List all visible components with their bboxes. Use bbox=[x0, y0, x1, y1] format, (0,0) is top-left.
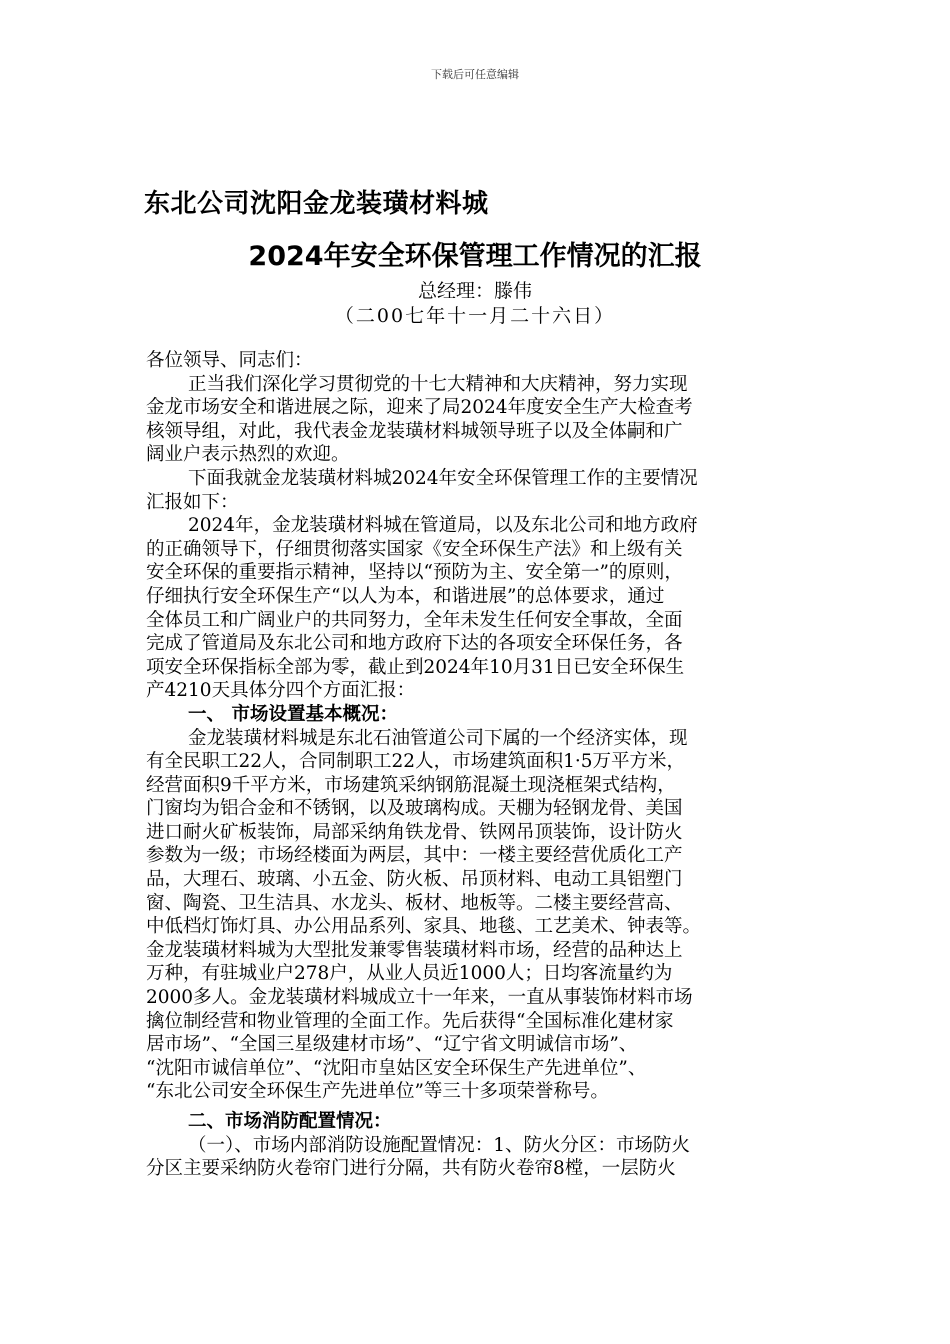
paragraph-line: 窗、陶瓷、卫生洁具、水龙头、板材、地板等。二楼主要经营高、 bbox=[146, 892, 683, 914]
paragraph-line: 2000多人。金龙装璜材料城成立十一年来，一直从事装饰材料市场 bbox=[146, 987, 693, 1009]
paragraph-line: 中低档灯饰灯具、办公用品系列、家具、地毯、工艺美术、钟表等。 bbox=[146, 916, 702, 938]
paragraph-line: “东北公司安全环保生产先进单位”等三十多项荣誉称号。 bbox=[146, 1081, 609, 1103]
paragraph-line: 核领导组，对此，我代表金龙装璜材料城领导班子以及全体嗣和广 bbox=[146, 420, 683, 442]
paragraph-line: 的正确领导下，仔细贯彻落实国家《安全环保生产法》和上级有关 bbox=[146, 538, 683, 560]
paragraph-line: 正当我们深化学习贯彻党的十七大精神和大庆精神，努力实现 bbox=[188, 373, 688, 395]
paragraph-line: 居市场”、“全国三星级建材市场”、“辽宁省文明诚信市场”、 bbox=[146, 1034, 638, 1056]
paragraph-line: 汇报如下： bbox=[146, 491, 239, 513]
paragraph-line: 擒位制经营和物业管理的全面工作。先后获得“全国标准化建材家 bbox=[146, 1010, 674, 1032]
paragraph-line: 进口耐火矿板装饰，局部采纳角铁龙骨、铁网吊顶装饰，设计防火 bbox=[146, 821, 683, 843]
paragraph-line: 万种，有驻城业户278户，从业人员近1000人；日均客流量约为 bbox=[146, 963, 673, 985]
paragraph-line: 项安全环保指标全部为零，截止到2024年10月31日已安全环保生 bbox=[146, 656, 685, 678]
title-line-1: 东北公司沈阳金龙装璜材料城 bbox=[144, 189, 489, 219]
paragraph-line: 阔业户表示热烈的欢迎。 bbox=[146, 444, 350, 466]
paragraph-line: “沈阳市诚信单位”、“沈阳市皇姑区安全环保生产先进单位”、 bbox=[146, 1057, 647, 1079]
paragraph-line: 产4210天具体分四个方面汇报： bbox=[146, 680, 416, 702]
document-body bbox=[146, 349, 806, 1181]
salutation: 各位领导、同志们： bbox=[146, 350, 313, 371]
paragraph-line: 下面我就金龙装璜材料城2024年安全环保管理工作的主要情况 bbox=[188, 467, 698, 489]
paragraph-line: 分区主要采纳防火卷帘门进行分隔，共有防火卷帘8樘，一层防火 bbox=[146, 1158, 676, 1180]
title-line-2: 2024年安全环保管理工作情况的汇报 bbox=[248, 241, 702, 272]
paragraph-line: 金龙装璜材料城为大型批发兼零售装璜材料市场，经营的品种达上 bbox=[146, 939, 683, 961]
paragraph-line: 门窗均为铝合金和不锈钢，以及玻璃构成。天棚为轻钢龙骨、美国 bbox=[146, 798, 683, 820]
section-heading-1: 一、 市场设置基本概况： bbox=[188, 703, 398, 725]
section-heading-2: 二、市场消防配置情况： bbox=[188, 1111, 392, 1132]
paragraph-line: 完成了管道局及东北公司和地方政府下达的各项安全环保任务，各 bbox=[146, 633, 683, 655]
author-line: 总经理：滕伟 bbox=[417, 280, 532, 302]
paragraph-line: 2024年，金龙装璜材料城在管道局，以及东北公司和地方政府 bbox=[188, 515, 698, 537]
paragraph-line: 参数为一级；市场经楼面为两层，其中：一楼主要经营优质化工产 bbox=[146, 845, 683, 867]
paragraph-line: 全体员工和广阔业户的共同努力，全年未发生任何安全事故，全面 bbox=[146, 609, 683, 631]
paragraph-line: 品，大理石、玻璃、小五金、防火板、吊顶材料、电动工具铝塑门 bbox=[146, 869, 683, 891]
paragraph-line: 安全环保的重要指示精神，坚持以“预防为主、安全第一”的原则， bbox=[146, 562, 683, 584]
paragraph-line: 经营面积9千平方米，市场建筑采纳钢筋混凝土现浇框架式结构， bbox=[146, 774, 676, 796]
paragraph-line: 仔细执行安全环保生产“以人为本，和谐进展”的总体要求，通过 bbox=[146, 585, 665, 607]
paragraph-line: 金龙装璜材料城是东北石油管道公司下属的一个经济实体，现 bbox=[188, 727, 688, 749]
paragraph-line: （一）、市场内部消防设施配置情况：1、防火分区：市场防火 bbox=[188, 1134, 691, 1156]
page-header: 下载后可任意编辑 bbox=[431, 68, 519, 81]
paragraph-line: 有全民职工22人，合同制职工22人，市场建筑面积1·5万平方米， bbox=[146, 751, 686, 773]
date-line: （二00七年十一月二十六日） bbox=[334, 305, 616, 327]
paragraph-line: 金龙市场安全和谐进展之际，迎来了局2024年度安全生产大检查考 bbox=[146, 397, 693, 419]
